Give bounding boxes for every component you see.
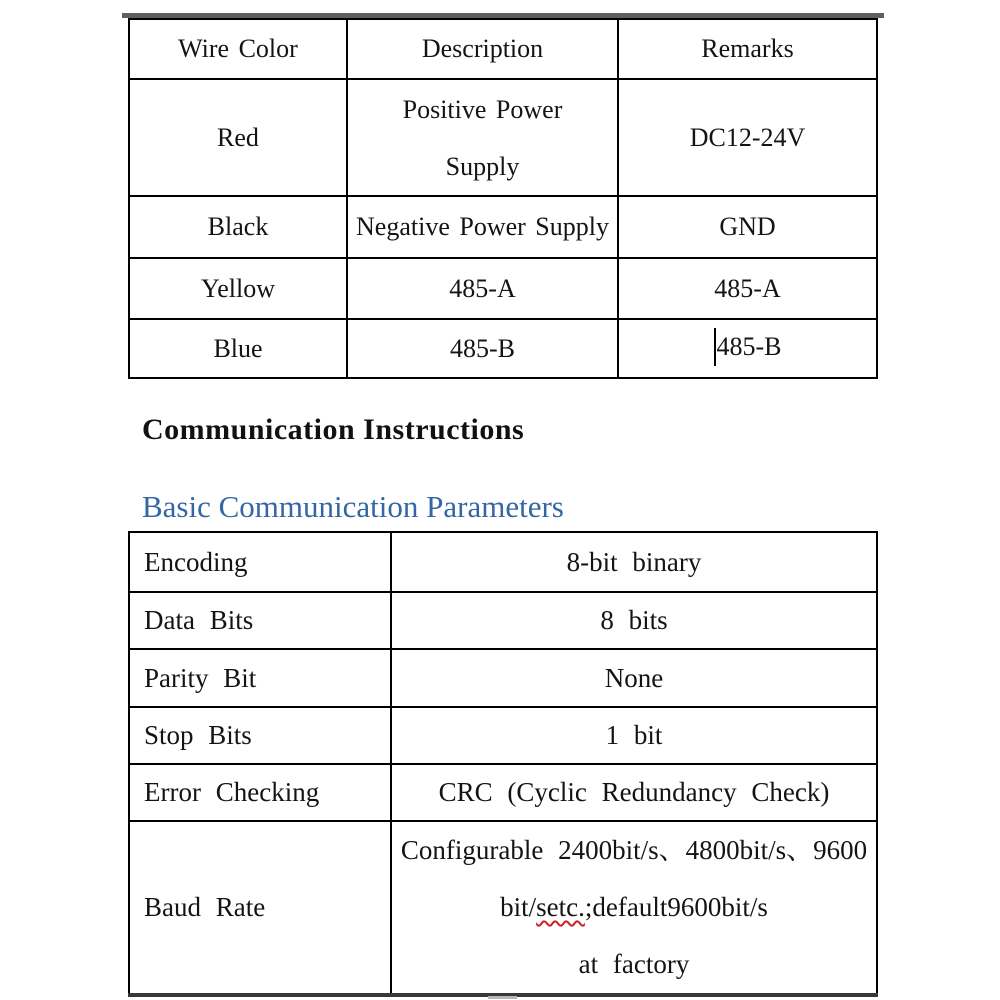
bottom-center-handle <box>488 996 517 999</box>
section-title: Communication Instructions <box>142 413 525 446</box>
param-value-cell: 8-bit binary <box>391 532 877 592</box>
table-row <box>129 707 877 764</box>
wire-color-header-cell: Wire Color <box>129 19 347 79</box>
baud-rate-line: at factory <box>578 949 690 979</box>
remarks-cell: GND <box>618 196 877 258</box>
description-cell <box>347 79 618 196</box>
baud-rate-line: Configurable 2400bit/s、4800bit/s、9600 <box>400 835 868 865</box>
subsection-title: Basic Communication Parameters <box>142 489 564 524</box>
description-cell: 485-A <box>347 258 618 319</box>
table-row <box>129 764 877 821</box>
table-row <box>129 592 877 649</box>
description-cell: Negative Power Supply <box>347 196 618 258</box>
table-row <box>129 319 877 378</box>
remarks-header-cell: Remarks <box>618 19 877 79</box>
table-row <box>129 258 877 319</box>
description-line: Supply <box>445 151 520 181</box>
param-label-cell: Error Checking <box>129 764 391 821</box>
baud-rate-line <box>392 879 876 936</box>
misspelled-word: setc. <box>536 892 585 922</box>
remarks-text: 485-B <box>716 331 782 361</box>
table-row <box>129 532 877 592</box>
wire-color-cell: Red <box>129 79 347 196</box>
description-header-cell: Description <box>347 19 618 79</box>
description-cell: 485-B <box>347 319 618 378</box>
param-label-cell: Parity Bit <box>129 649 391 707</box>
param-value-cell <box>391 821 877 995</box>
table-row <box>129 79 877 196</box>
param-value-cell: 1 bit <box>391 707 877 764</box>
param-value-cell: None <box>391 649 877 707</box>
wire-color-cell: Blue <box>129 319 347 378</box>
table-row <box>129 821 877 995</box>
param-label-cell: Encoding <box>129 532 391 592</box>
table-row <box>129 649 877 707</box>
remarks-cell: 485-A <box>618 258 877 319</box>
param-label-cell: Data Bits <box>129 592 391 649</box>
description-line: Positive Power <box>402 94 563 124</box>
table-row <box>129 196 877 258</box>
param-value-cell: CRC (Cyclic Redundancy Check) <box>391 764 877 821</box>
wire-table-header-row <box>129 19 877 79</box>
baud-rate-text: ;default9600bit/s <box>584 892 768 922</box>
baud-rate-text: bit/ <box>500 892 537 922</box>
remarks-cell <box>618 319 877 378</box>
communication-parameters-table <box>128 531 878 997</box>
param-label-cell: Baud Rate <box>129 821 391 995</box>
wire-color-cell: Yellow <box>129 258 347 319</box>
wire-color-table <box>128 18 878 379</box>
param-value-cell: 8 bits <box>391 592 877 649</box>
wire-color-cell: Black <box>129 196 347 258</box>
param-label-cell: Stop Bits <box>129 707 391 764</box>
text-caret <box>714 328 716 366</box>
remarks-cell: DC12-24V <box>618 79 877 196</box>
